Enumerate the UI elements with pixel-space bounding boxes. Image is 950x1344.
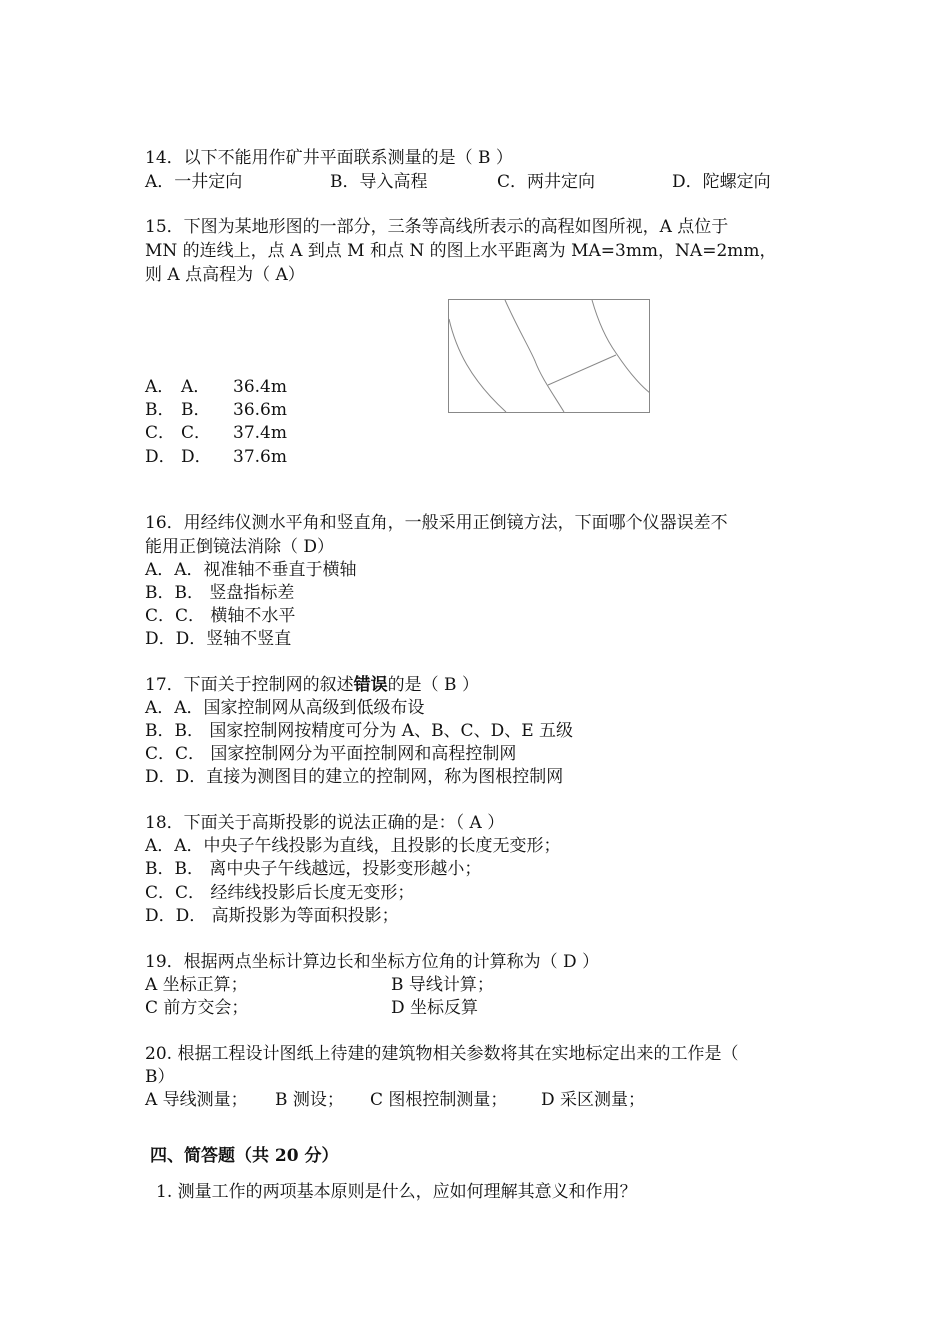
q15-stem-line1: 15．下图为某地形图的一部分，三条等高线所表示的高程如图所视，A 点位于	[145, 217, 729, 237]
section-title: 四、简答题（共 20 分）	[150, 1146, 339, 1166]
q19-options-row2	[145, 997, 745, 1019]
q15-stem-line2: MN 的连线上，点 A 到点 M 和点 N 的图上水平距离为 MA=3mm，NA=2mm，	[145, 241, 777, 261]
q17-stem-suffix: 的是（ B ）	[387, 675, 479, 695]
q19-option-c: C 前方交会；	[145, 998, 249, 1018]
q18-stem: 18．下面关于高斯投影的说法正确的是：（ A ）	[145, 813, 505, 833]
q15-option-c-value: 37.4m	[233, 423, 287, 443]
q14-option-c: C．两井定向	[497, 172, 596, 192]
q17-option-d: D．D．直接为测图目的建立的控制网，称为图根控制网	[145, 767, 564, 787]
q15-option-c-row	[145, 422, 345, 444]
q15-option-d-row	[145, 446, 345, 468]
q16-option-b: B．B． 竖盘指标差	[145, 583, 295, 603]
q15-option-a-letter: A．	[145, 377, 175, 397]
q15-option-b-sub: B．	[181, 400, 211, 420]
q14-options	[145, 171, 845, 193]
q19-options-row1	[145, 974, 745, 996]
q15-option-c-letter: C．	[145, 423, 176, 443]
q17-option-b: B．B． 国家控制网按精度可分为 A、B、C、D、E 五级	[145, 721, 574, 741]
q17-option-a: A．A．国家控制网从高级到低级布设	[145, 698, 425, 718]
q20-stem-line2: B）	[145, 1067, 175, 1087]
q20-options	[145, 1089, 785, 1111]
q15-option-a-row	[145, 376, 345, 398]
q17-stem	[145, 674, 479, 696]
q14-stem: 14．以下不能用作矿井平面联系测量的是（ B ）	[145, 148, 513, 168]
q15-option-b-row	[145, 399, 345, 421]
q14-option-d: D．陀螺定向	[672, 172, 771, 192]
q15-option-d-letter: D．	[145, 447, 176, 467]
q18-option-c: C．C． 经纬线投影后长度无变形；	[145, 883, 415, 903]
q20-option-d: D 采区测量；	[541, 1090, 646, 1110]
q20-stem-line1: 20. 根据工程设计图纸上待建的建筑物相关参数将其在实地标定出来的工作是（	[145, 1044, 739, 1064]
q15-option-b-letter: B．	[145, 400, 175, 420]
q16-stem-line1: 16．用经纬仪测水平角和竖直角，一般采用正倒镜方法，下面哪个仪器误差不	[145, 513, 728, 533]
q20-option-b: B 测设；	[275, 1090, 344, 1110]
q15-option-a-value: 36.4m	[233, 377, 287, 397]
q19-stem: 19．根据两点坐标计算边长和坐标方位角的计算称为（ D ）	[145, 952, 600, 972]
q15-stem-line3: 则 A 点高程为（ A）	[145, 265, 305, 285]
q18-option-a: A．A．中央子午线投影为直线，且投影的长度无变形；	[145, 836, 561, 856]
q19-option-a: A 坐标正算；	[145, 975, 248, 995]
q15-option-b-value: 36.6m	[233, 400, 287, 420]
q17-option-c: C．C． 国家控制网分为平面控制网和高程控制网	[145, 744, 517, 764]
q15-option-a-sub: A．	[181, 377, 211, 397]
q17-stem-prefix: 17．下面关于控制网的叙述	[145, 675, 354, 695]
figure-frame	[449, 300, 650, 413]
q17-stem-emphasis: 错误	[353, 675, 388, 695]
q16-option-a: A．A．视准轴不垂直于横轴	[145, 560, 357, 580]
contour-map-figure	[448, 299, 650, 413]
q19-option-b: B 导线计算；	[391, 975, 494, 995]
q15-option-d-value: 37.6m	[233, 447, 287, 467]
section-question-1: 1. 测量工作的两项基本原则是什么，应如何理解其意义和作用？	[156, 1182, 637, 1202]
q14-option-b: B．导入高程	[330, 172, 428, 192]
q16-stem-line2: 能用正倒镜法消除（ D）	[145, 537, 335, 557]
q20-option-c: C 图根控制测量；	[370, 1090, 508, 1110]
q16-option-c: C．C． 横轴不水平	[145, 606, 296, 626]
q14-option-a: A．一井定向	[145, 172, 243, 192]
q18-option-b: B．B． 离中央子午线越远，投影变形越小；	[145, 859, 482, 879]
q15-option-d-sub: D．	[181, 447, 212, 467]
q15-option-c-sub: C．	[181, 423, 212, 443]
q20-option-a: A 导线测量；	[145, 1090, 248, 1110]
q19-option-d: D 坐标反算	[391, 998, 479, 1018]
q18-option-d: D．D． 高斯投影为等面积投影；	[145, 906, 399, 926]
q16-option-d: D．D．竖轴不竖直	[145, 629, 292, 649]
